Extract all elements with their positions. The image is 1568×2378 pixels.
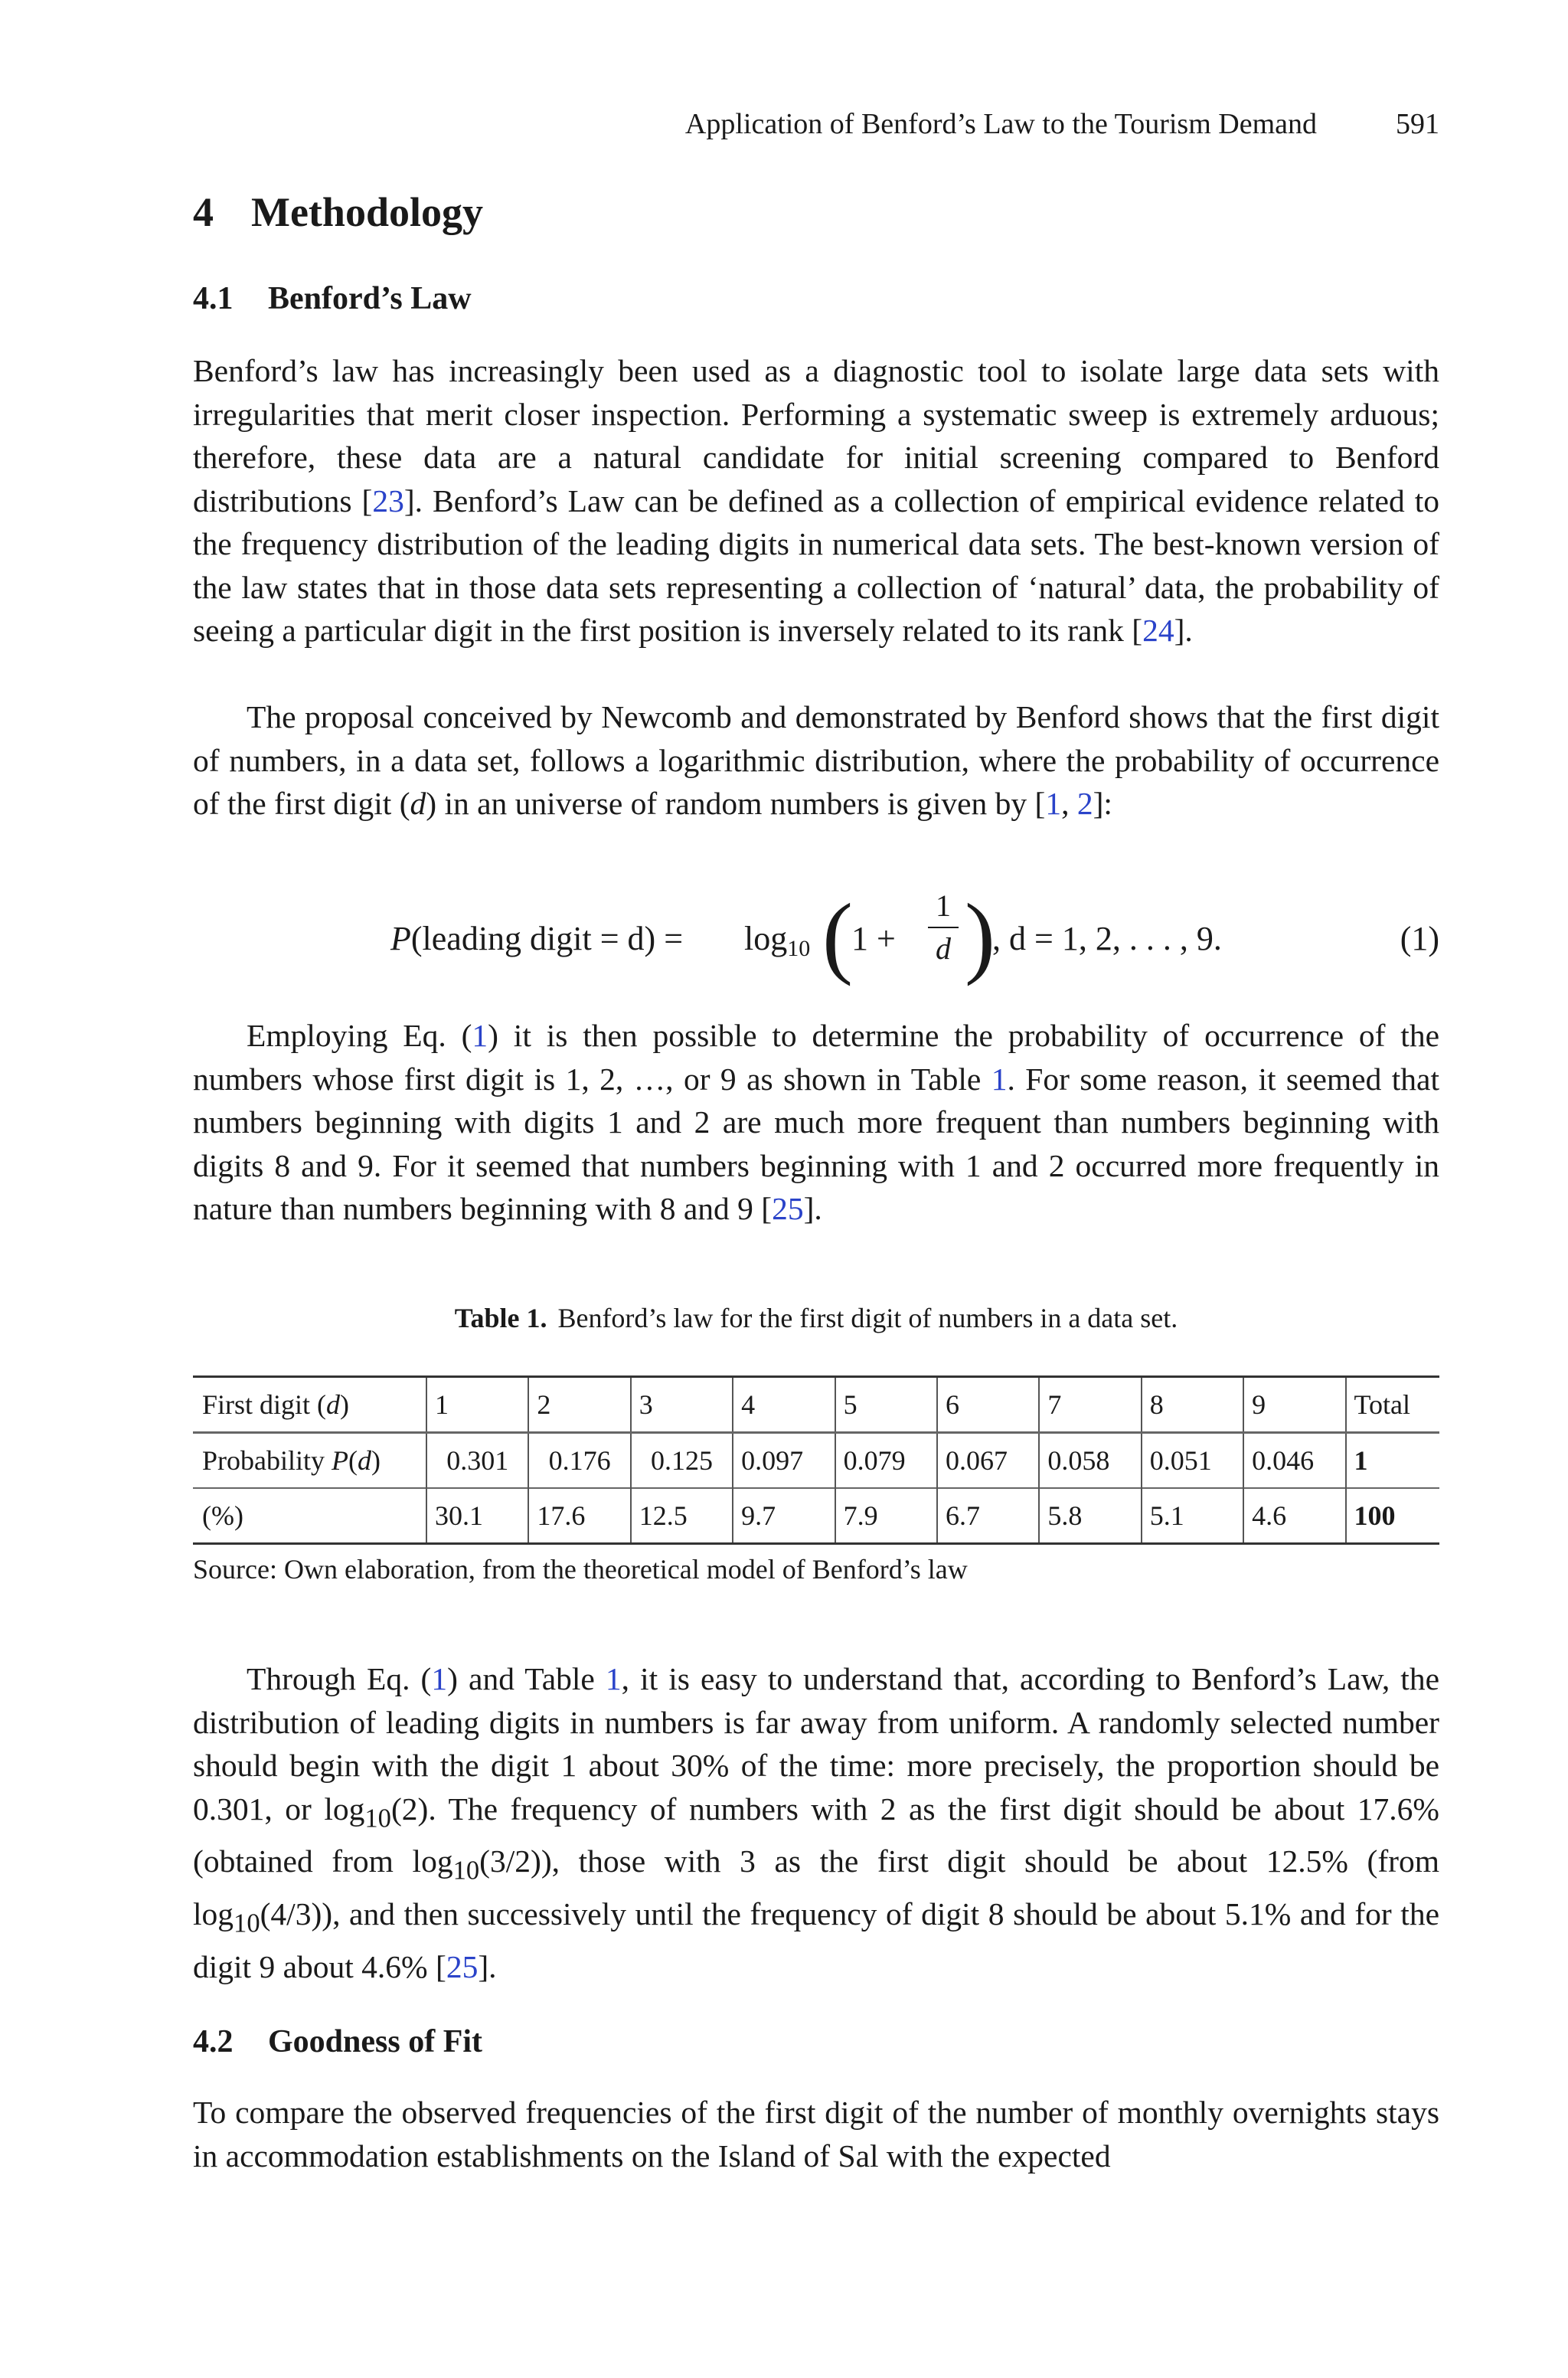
table-cell: 0.097 [733, 1433, 835, 1489]
table-cell: 4 [733, 1377, 835, 1433]
subsection-number: 4.1 [193, 281, 234, 316]
table-cell: 30.1 [426, 1488, 528, 1544]
table-cell: 0.058 [1039, 1433, 1141, 1489]
table-cell: Probability P(d) [193, 1433, 426, 1489]
citation-link[interactable]: 2 [1076, 786, 1093, 821]
equation-link[interactable]: 1 [472, 1018, 488, 1053]
paragraph-5: To compare the observed frequencies of the first digit of the number of monthly overnights stays in accommodation establishments on the Island of Sal with the expected [193, 2095, 1439, 2174]
equation-fraction: 1 d [928, 888, 959, 967]
table-row [193, 1377, 1439, 1433]
table-cell: 5 [835, 1377, 937, 1433]
citation-link[interactable]: 25 [772, 1191, 804, 1226]
running-head-title: Application of Benford’s Law to the Tourism Demand [684, 108, 1317, 140]
table-cell: 0.125 [631, 1433, 733, 1489]
table-row [193, 1488, 1439, 1544]
table-cell: 3 [631, 1377, 733, 1433]
table-cell: 9 [1243, 1377, 1345, 1433]
paragraph-3: Employing Eq. (1) it is then possible to determine the probability of occurrence of the numbers whose first digit is 1, 2, …, or 9 as shown in Table 1. For some reason, it seemed that numbers beginning with digits 1 and 2 are much more frequent than numbers beginning with digits 8 and 9. For it seemed that numbers beginning with 1 and 2 occurred more frequently in nature than numbers beginning with 8 and 9 [25]. [193, 1018, 1439, 1226]
subsection-number: 4.2 [193, 2024, 234, 2059]
citation-link[interactable]: 24 [1142, 613, 1174, 648]
table-cell: 0.046 [1243, 1433, 1345, 1489]
table-cell: 7.9 [835, 1488, 937, 1544]
paragraph-4: Through Eq. (1) and Table 1, it is easy to understand that, according to Benford’s Law, the distribution of leading digits in numbers is far away from uniform. A randomly selected number should begin with the digit 1 about 30% of the time: more precisely, the proportion should be 0.301, or $\log_{10}(2)$. The frequency of numbers with 2 as the first digit should be about 17.6% (obtained from $\log_{10}(3/2)$), those with 3 as the first digit should be about 12.5% (from $\log_{10}(4/3)$), and then successively until the frequency of digit 8 should be about 5.1% and for the digit 9 about 4.6% [25]. [193, 1661, 1440, 1984]
subsection-heading-4-1 [193, 280, 472, 317]
table-cell: 8 [1142, 1377, 1243, 1433]
table-cell: 9.7 [733, 1488, 835, 1544]
table-row [193, 1433, 1439, 1489]
table-caption [193, 1302, 1439, 1334]
table-cell: 0.051 [1142, 1433, 1243, 1489]
table-cell: 0.079 [835, 1433, 937, 1489]
table-cell: First digit (d) [193, 1377, 426, 1433]
citation-link[interactable]: 1 [1045, 786, 1062, 821]
equation-lhs: P(leading digit = d) = [390, 920, 684, 957]
table-cell: 100 [1346, 1488, 1439, 1544]
right-paren: ) [965, 885, 995, 986]
section-heading [193, 188, 483, 236]
equation-log: $\log_{10}$ [744, 920, 811, 961]
table-cell: 12.5 [631, 1488, 733, 1544]
citation-link[interactable]: 25 [446, 1948, 479, 1984]
left-paren: ( [822, 885, 853, 986]
citation-link[interactable]: 23 [372, 482, 404, 518]
equation-one-plus: 1 + [851, 920, 896, 957]
page-number: 591 [1396, 108, 1439, 140]
table-caption-label: Table 1. [454, 1303, 547, 1333]
table-cell: 0.301 [426, 1433, 528, 1489]
table-cell: Total [1346, 1377, 1439, 1433]
table-cell: 4.6 [1243, 1488, 1345, 1544]
equation-number: (1) [1400, 920, 1439, 957]
table-cell: 7 [1039, 1377, 1141, 1433]
table-cell: 2 [528, 1377, 630, 1433]
equation-link[interactable]: 1 [431, 1661, 448, 1696]
paragraph-2: The proposal conceived by Newcomb and demonstrated by Benford shows that the first digit of numbers, in a data set, follows a logarithmic distribution, where the probability of occurrence of the first digit (d) in an universe of random numbers is given by [1, 2]: [193, 699, 1439, 821]
table-cell: 17.6 [528, 1488, 630, 1544]
table-cell: 5.8 [1039, 1488, 1141, 1544]
subsection-title: Goodness of Fit [268, 2024, 483, 2059]
table-link[interactable]: 1 [991, 1061, 1008, 1097]
table-cell: 0.176 [528, 1433, 630, 1489]
section-title: Methodology [251, 189, 483, 235]
paragraph-1: Benford’s law has increasingly been used as a diagnostic tool to isolate large data sets with irregularities that merit closer inspection. Performing a systematic sweep is extremely arduous; therefore, these data are a natural candidate for initial screening compared to Benford distributions [23]. Benford’s Law can be defined as a collection of empirical evidence related to the frequency distribution of the leading digits in numerical data sets. The best-known version of the law states that in those data sets representing a collection of ‘natural’ data, the probability of seeing a particular digit in the first position is inversely related to its rank [24]. [193, 353, 1439, 648]
table-cell: 0.067 [937, 1433, 1039, 1489]
equation-1 [193, 885, 1439, 988]
benford-table [193, 1375, 1439, 1545]
table-source-note: Source: Own elaboration, from the theoretical model of Benford’s law [193, 1554, 968, 1585]
table-link[interactable]: 1 [605, 1661, 622, 1696]
table-cell: 5.1 [1142, 1488, 1243, 1544]
subsection-heading-4-2 [193, 2023, 482, 2060]
table-cell: (%) [193, 1488, 426, 1544]
section-number: 4 [193, 189, 214, 235]
table-caption-text: Benford’s law for the first digit of numbers in a data set. [557, 1303, 1178, 1333]
equation-condition: , d = 1, 2, . . . , 9. [992, 920, 1222, 957]
subsection-title: Benford’s Law [268, 281, 472, 316]
table-cell: 1 [426, 1377, 528, 1433]
table-cell: 6 [937, 1377, 1039, 1433]
table-cell: 6.7 [937, 1488, 1039, 1544]
table-cell: 1 [1346, 1433, 1439, 1489]
